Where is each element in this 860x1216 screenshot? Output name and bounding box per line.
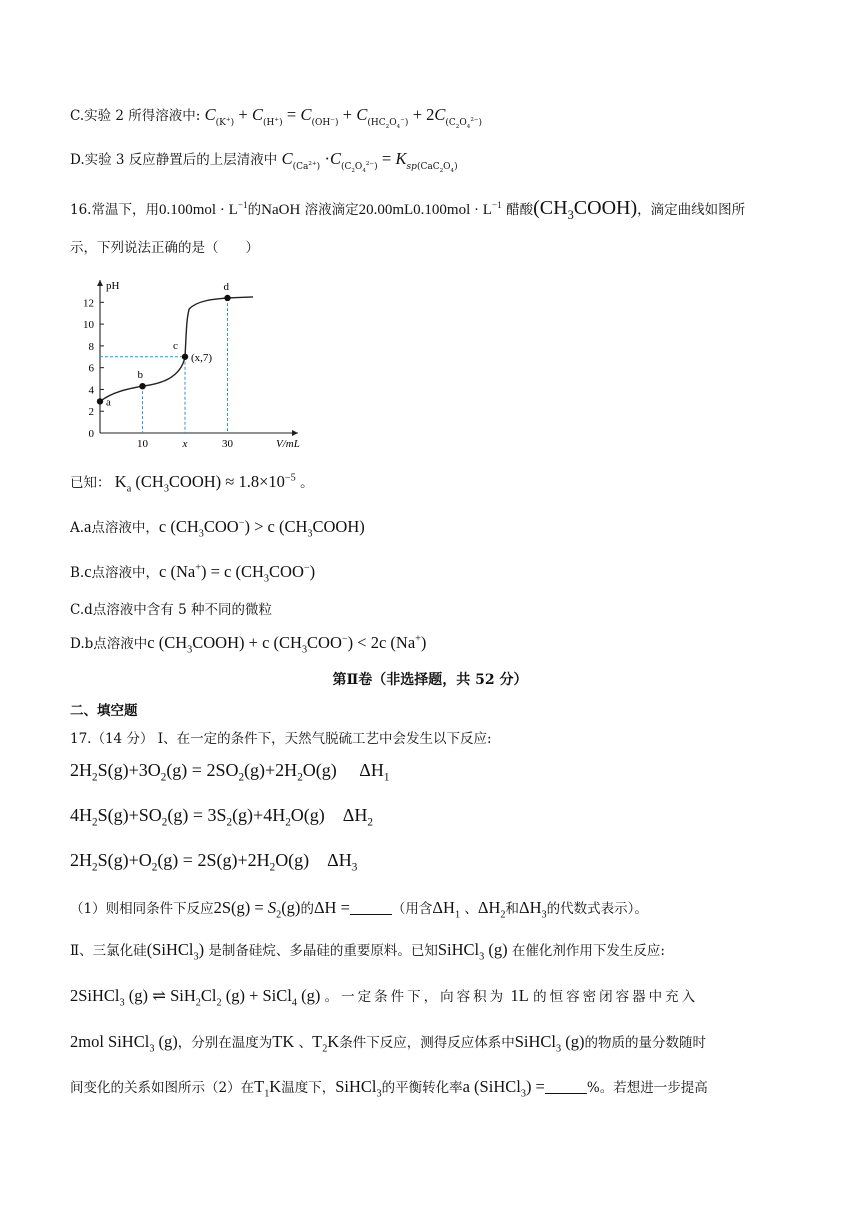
section-title: 第Ⅱ卷（非选择题，共 52 分） xyxy=(332,672,528,688)
q16-text: 的 xyxy=(247,202,262,218)
q16-known-label: 已知： xyxy=(70,475,111,491)
point-b xyxy=(139,383,145,389)
q16-option-a: A.a点溶液中，c $(CH_3COO^-) > c$ $(CH_3COOH)$ xyxy=(70,517,365,540)
y-axis-label: pH xyxy=(106,280,120,292)
option-text: 点溶液中， xyxy=(91,520,159,536)
q17-text: Ⅱ、三氯化硅 xyxy=(70,943,147,959)
option-c: C.实验 2 所得溶液中: $C_{(K^+)} + C_{(H^+)} = C_{(OH^-)} + C_{(HC_2O_4^-)} + 2C_{(C_2O_4^{2-})}$ xyxy=(70,105,483,130)
option-text: 点溶液中 xyxy=(93,636,148,652)
q17-conditions: 2mol SiHCl$_3$ (g)，分别在温度为TK 、$T_2K$条件下反应，测得反应体系中SiHCl$_3$ (g)的物质的量分数随时 xyxy=(70,1032,706,1055)
q17-text: 的代数式表示）。 xyxy=(546,901,648,917)
y-tick-label: 0 xyxy=(88,428,94,440)
x-tick-label: 30 xyxy=(222,438,233,450)
option-text: 点溶液中， xyxy=(91,565,160,581)
q17-text: 是制备硅烷、多晶硅的重要原料。已知 xyxy=(208,943,438,959)
q17-part2-question: 间变化的关系如图所示（2）在$T_1K$温度下，SiHCl$_3$的平衡转化率a (SiHCl$_3$) = %。若想进一步提高 xyxy=(70,1077,708,1100)
point-d xyxy=(224,295,230,301)
q17-text: 的物质的量分数随时 xyxy=(584,1035,706,1051)
point-c-annotation: (x,7) xyxy=(191,351,213,364)
answer-blank[interactable] xyxy=(350,900,392,915)
q17-text: 的恒容密闭容器中充入 xyxy=(533,989,699,1005)
q17-text: 温度下， xyxy=(281,1080,336,1096)
q17-text: 的 xyxy=(300,901,314,917)
q16-text: 溶液滴定 xyxy=(304,202,359,218)
q17-text: 条件下反应，测得反应体系中 xyxy=(339,1035,515,1051)
q16-option-c: C.d点溶液中含有 5 种不同的微粒 xyxy=(70,602,272,618)
q17-intro: 17.（14 分） Ⅰ、在一定的条件下，天然气脱硫工艺中会发生以下反应: xyxy=(70,731,492,747)
q16-text: 醋酸 xyxy=(506,202,534,218)
y-tick-label: 4 xyxy=(88,384,94,397)
x-axis-label: V/mL xyxy=(276,438,300,450)
point-label-d: d xyxy=(223,280,229,293)
reaction-1: $2H_2S(g)+3O_2(g) = 2SO_2(g)+2H_2O(g)$ $\Delta H_1$ xyxy=(70,760,390,784)
q17-text: 在催化剂作用下发生反应: xyxy=(511,943,665,959)
q17-text: （用含 xyxy=(391,901,433,917)
reaction-3: $2H_2S(g)+O_2(g) = 2S(g)+2H_2O(g)$ $\Delta H_3$ xyxy=(70,850,358,874)
option-c-label: C.实验 2 所得溶液中: xyxy=(70,108,201,124)
option-d: D.实验 3 反应静置后的上层清液中 $C_{(Ca^{2+})} \cdot C_{(C_2O_4^{2-})} = K_{sp(CaC_2O_4)}$ xyxy=(70,149,458,174)
q17-part1: （1）则相同条件下反应$2S(g) = S_2(g)$的ΔH = （用含$\Delta H_1$ 、$\Delta H_2$和$\Delta H_3$的代数式表示）。 xyxy=(70,898,648,921)
q16-known: 已知： $K_a$ $(CH_3COOH) \approx 1.8\times 10^{-5}$ 。 xyxy=(70,472,314,495)
y-tick-label: 2 xyxy=(88,406,94,419)
q17-text: 间变化的关系如图所示（2）在 xyxy=(70,1080,255,1096)
x-axis-arrow xyxy=(292,430,298,436)
answer-blank[interactable] xyxy=(545,1079,587,1094)
q17-text: ，分别在温度为 xyxy=(177,1035,273,1051)
point-label-a: a xyxy=(106,396,111,409)
q16-text: ，滴定曲线如图所 xyxy=(637,202,746,218)
q17-part2-intro: Ⅱ、三氯化硅(SiHCl$_3$) 是制备硅烷、多晶硅的重要原料。已知SiHCl$_3$ (g) 在催化剂作用下发生反应: xyxy=(70,940,665,963)
option-label: D.b xyxy=(70,636,94,652)
y-tick-label: 8 xyxy=(88,340,94,353)
option-label: B. xyxy=(70,565,85,581)
point-c xyxy=(182,354,188,360)
point-a xyxy=(97,398,103,404)
section-subtitle: 二、填空题 xyxy=(70,703,138,719)
x-tick-label: x xyxy=(182,438,188,450)
titration-chart xyxy=(78,272,308,452)
x-tick-label: 10 xyxy=(137,438,148,450)
q16-line2: 示，下列说法正确的是（ ） xyxy=(70,240,259,256)
q17-text: 的平衡转化率 xyxy=(381,1080,463,1096)
q16-option-d: D.b点溶液中c $(CH_3COOH) + c$ $(CH_3COO^-) < 2c$ (Na+) xyxy=(70,633,427,656)
q16-line1: 16.常温下，用$0.100mol \cdot L^{-1}$的NaOH 溶液滴定$20.00mL0.100mol \cdot L^{-1}$ 醋酸$(CH_3COOH)$，滴定曲线如图所 xyxy=(70,197,746,222)
y-axis-arrow xyxy=(97,280,103,286)
point-label-c: c xyxy=(173,339,178,352)
point-label-b: b xyxy=(137,369,143,382)
y-tick-label: 10 xyxy=(83,319,94,332)
q17-text: %。若想进一步提高 xyxy=(586,1080,708,1096)
y-tick-label: 12 xyxy=(83,297,94,310)
q16-text: 16.常温下，用 xyxy=(70,202,159,218)
q17-text: 。一定条件下，向容积为 xyxy=(324,989,507,1005)
q16-option-b: B.c点溶液中，c (Na+) = c $(CH_3COO^-)$ xyxy=(70,562,316,585)
q17-text: （1）则相同条件下反应 xyxy=(70,901,214,917)
option-d-label: D.实验 3 反应静置后的上层清液中 xyxy=(70,152,278,168)
option-label: A. xyxy=(70,520,85,536)
q17-text: 和 xyxy=(505,901,519,917)
y-tick-label: 6 xyxy=(88,362,94,375)
q17-reaction: 2SiHCl$_3$ (g) ⇌ $SiH_2Cl_2$ (g) + SiCl$_4$ (g) 。一定条件下，向容积为 1L 的恒容密闭容器中充入 xyxy=(70,986,699,1009)
reaction-2: $4H_2S(g)+SO_2(g) = 3S_2(g)+4H_2O(g)$ $\Delta H_2$ xyxy=(70,805,373,829)
